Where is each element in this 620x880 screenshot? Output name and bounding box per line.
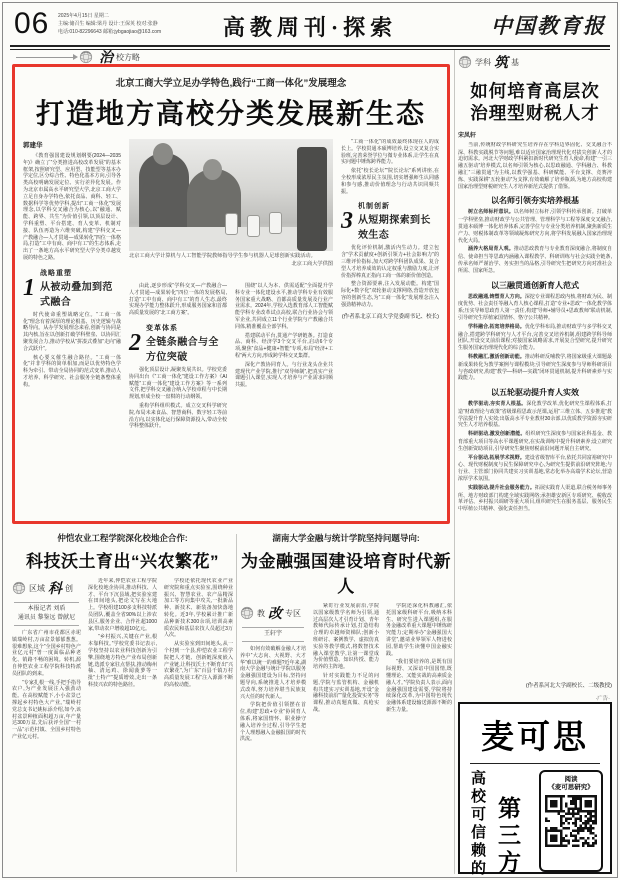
bottom-middle-columns (240, 603, 452, 874)
label-styled-char: 治 (99, 51, 113, 66)
label-suffix: 创 (65, 583, 73, 593)
ad-vertical-text: 高校可信赖的 (469, 770, 486, 878)
date-line: 2025年4月15日 星期二 (58, 13, 109, 19)
globe-icon (458, 55, 472, 69)
vertical-divider-right (454, 50, 455, 874)
article-paragraph: 广东省广州市花都区赤坭镇瑞岭村,万亩盆景郁郁葱葱。很难想象,这个“全国乡村特色产业亿元村”曾一度面临品种老化、销路不畅的困境。转机,源自仲恺农业工程学院科技特派员团队的到来。 (12, 630, 81, 677)
article-photo (129, 139, 333, 251)
article-block (458, 431, 612, 452)
article-block (458, 401, 612, 429)
article-paragraph: 平台驱动,拓展学术视野。建设省级智库平台,依托共同富裕研究中心、现代财税制度与民生保障研究中心,为研究生提供前沿研究阵地;与行业、主管部门协同共建实习实训基地,常态化举办高端学术论坛,营造浓厚学术氛围。 (458, 454, 612, 483)
ad-box (458, 702, 612, 878)
globe-icon (12, 581, 26, 595)
label-prefix: 教 (257, 608, 265, 618)
article-paragraph: 搭建联动平台,贯通产学研链条。打造食品、商科、经济学3个交叉平台,启动6个专项,聚焦“食品+健康+智能”专项,布局“经济+工程”两大方向,形成跨学科交叉集群。 (235, 332, 333, 359)
side-column (458, 50, 612, 878)
side-article-title: 如何培育高层次 治理型财税人才 (470, 81, 600, 124)
article-paragraph: 由此,逐步形成“学科交叉—产教融合—人才贯通—成果转化”四位一体的发展格局,打造“工中有商、商中有工”的育人生态,最终实现办学能力整体跃升,形成服务国家和首都高质量发展的“北工商方案”。 (129, 283, 227, 317)
photo-figure-head (203, 159, 222, 180)
column-label-jiaogai (240, 603, 306, 623)
bottom-left-kicker: 仲恺农业工程学院深化校地企合作: (57, 533, 188, 543)
article-paragraph: “乡村振兴,关键在产业,根本靠科技。”学校党委书记表示,学校坚持以农业科技创新为引擎,围绕地方特色产业布局创新链,选派专家驻点帮扶,推动梅州柚、清远鸡、徐闻菠萝等一批“土特产”提质增效,走出一条科技兴农的特色路径。 (88, 634, 157, 688)
side-article-author: 宋凤轩 (458, 132, 477, 139)
article-paragraph: 深化产教协同育人。与行业龙头企业共建现代产业学院,推行“双导师制”,把真实产业课题引入课堂,实现人才培养与产业需求同频共振。 (235, 361, 333, 389)
label-suffix: 基 (511, 57, 519, 67)
article-paragraph: “专家扎根一线,手把手指导农户,为产业发展注入强劲动能。在高校赋能下,小小盆景已撑起乡村特色大产业。”瑞岭村党总支书记姚标添介绍,如今,该村盆景种植面积超万亩,年产量达300万盆,先后获评全国“一村一品”示范村镇、全国乡村特色产业亿元村。 (12, 679, 81, 740)
main-col-1 (23, 139, 121, 511)
globe-icon (79, 50, 93, 64)
bottom-left-columns (12, 578, 233, 866)
ad-tag: ·广告· (595, 696, 610, 702)
article-block (458, 209, 612, 244)
article-paragraph: 围绕“以人为本、供需适配”全面提升学科专业一体化建设水平,推动学科专业有效服务国家重大战略、首都高质量发展及行业产业需求。2024年,学校入选教育部人工智能赋能学科专业改革试点高校,联合行业协会与领军企业,共同成立11个行业学院与产教融合共同体,精准覆盖全部学科。 (235, 283, 333, 330)
photo-block (129, 139, 333, 283)
bottom-middle-col-2 (313, 603, 379, 874)
photo-robot (247, 215, 260, 237)
advertisement (458, 696, 612, 878)
bottom-left-byline: 本报记者 刘盾 通讯员 黎鉴远 曾献尼 (14, 602, 79, 626)
article-block (458, 354, 612, 382)
vertical-divider-bottom (236, 534, 237, 872)
article-paragraph: 紧盯行业发展前沿,学院以国家级教学名师为引领,通过高层次人才引育计划、青年教师代际传承计划,打造结构合理的卓越师资梯队;创新小班研讨、案例教学、虚拟仿真实验等教学模式,将数智技术融入课堂教学,让第一课堂成为价值塑造、知识传授、能力培养的主阵地。 (313, 603, 379, 671)
side-article-closing: (作者系河北大学副校长、二级教授) (525, 683, 612, 689)
bottom-middle-kicker: 湖南大学金融与统计学院坚持问题导向: (272, 533, 420, 543)
main-article-closing: (作者系北京工商大学党委副书记、校长) (341, 313, 439, 320)
globe-icon (240, 606, 254, 620)
section-header-1: 1 战略重塑 从被动叠加到范式融合 (23, 269, 113, 308)
article-paragraph: 学院把价值引领摆在首位,构建“思政+专业”协同育人体系,将家国情怀、职业操守融入培养全过程,引导学生把个人理想融入金融报国的时代洪流。 (240, 702, 306, 743)
qr-panel (539, 770, 603, 872)
section-title: 高教周刊·探索 (222, 15, 398, 40)
article-paragraph: 优化评价机制,激活内生动力。建立包含“学术贡献度+创新引领力+社会影响力”的三维评价指标,加大对跨学科团队成果、复合型人才培养成效的认定权重与激励力度,让评价指挥棒真正指向工商一体的新价值创造。 (341, 245, 439, 279)
label-styled-char: 筑 (494, 56, 508, 71)
article-paragraph: 从实验室到田间地头,从一个村到一个县,仲恺农业工程学院把人才链、创新链深度嵌入产业链,让科技沃土不断育出“兴农繁花”,为广东“百县千镇万村高质量发展工程”注入源源不断的高校动能。 (164, 641, 233, 688)
article-paragraph: 学校还依托现代农业产业研究院和重点实验室,围绕种业振兴、智慧农业、农产品精深加工等方向集中攻关,一批新品种、新技术、新装备加快落地转化。近3年,学校累计推广新品种新技术300余项,培训高素质农民和基层农技人员超过3万人次。 (164, 578, 233, 639)
bottom-middle-article (240, 532, 452, 874)
photo-background-figure (297, 147, 327, 251)
ad-divider (470, 763, 600, 764)
photo-robot (225, 213, 238, 235)
main-article-kicker: 北京工商大学立足办学特色,践行“工商一体化”发展理念 (115, 78, 347, 89)
article-subhead: 以名师引领夯实培养根基 (491, 196, 579, 206)
column-label-zhixiao (16, 47, 140, 67)
column-label-xueke (458, 52, 612, 72)
photo-caption: 北京工商大学计算机与人工智能学院教师指导学生参与机器人足球创新实践活动。 (129, 253, 316, 259)
bottom-middle-col-3 (386, 603, 452, 874)
article-paragraph: 时代使命重塑战略定位。“工商一体化”理念有着深厚的理论根基、历史逻辑与战略导向。从办学发展理念来看,创新与协同是其内核,旨在以创新打破学科壁垒、以协同汇聚发展合力,推动学校从“拼凑式叠加”走向“融合式跃升”。 (23, 311, 121, 352)
main-article (12, 64, 450, 524)
article-paragraph: 如何有效破解金融人才培养中“大志向、大视野、大才华”难以统一的难题?近年来,湖南大学金融与统计学院以服务金融强国建设为目标,坚持问题导向,系统推进人才培养模式改革,努力培养堪当民族复兴大任的时代新人。 (240, 646, 306, 700)
bottom-left-article (12, 532, 233, 874)
article-paragraph: 科研驱动,激发创新潜能。组织研究生深度参与国家社科基金、教育部重大项目等高水平课题研究,在实战训练中提升科研素养;设立研究生创新资助项目,引导研究生聚焦财税前沿问题开展自主研究。 (458, 431, 612, 452)
article-block (458, 387, 612, 398)
photo-robot (269, 212, 282, 234)
main-article-title: 打造地方高校分类发展新生态 (35, 98, 426, 129)
article-block (458, 280, 612, 291)
bottom-left-title: 科技沃土育出“兴农繁花” (26, 552, 219, 571)
article-block (458, 324, 612, 352)
article-paragraph: 树立名师标杆意识。以名师树立标杆,引领学科传承创新。打破单一学科壁垒,推动财政学与公共管理、管理科学与工程等深度交叉融合,贯通本硕博一体化培养体系,完善学位与专业分类培养机制,聚焦新质生产力、财税体制改革等领域凝炼研究方向,将学科发展融入国家治理现代化大局。 (458, 209, 612, 244)
article-paragraph: 强化顶层设计,凝聚发展共识。学校党委协同出台《“工商一体化”建设工作方案》《AI赋能“工商一体化”建设工作方案》等一系列文件,把学科交叉融合纳入学校章程与中长期规划,形成全校一盘棋的行动纲领。 (129, 366, 227, 401)
label-styled-char: 科 (48, 582, 62, 597)
main-article-columns (23, 139, 439, 511)
label-suffix: 校方略 (116, 52, 140, 62)
label-suffix: 专区 (285, 608, 301, 618)
article-block (458, 485, 612, 513)
bottom-left-col-1 (12, 578, 81, 866)
article-paragraph: 思政融通,铸塑育人方向。深挖专业课程思政内核,将财政为民、制度优势、社会责任等融入育人核心课程,打造“专业+思政”一体化教学体系;压实导师思政育人第一责任,构建“导师+辅导员+思政教师”联动机制,引导研究生厚植家国情怀、恪守公共精神。 (458, 293, 612, 321)
article-paragraph: 教学驱动,夯实育人根基。深化教学改革,优化研究生课程体系,打造“财政理论与政策”省级课程思政示范课,运用“三维立体、五步推进”教学法提升育人实效;出版高水平专业教材30余部,以优质教学资源夯实研究生人才培养根基。 (458, 401, 612, 429)
arrow-right-icon (16, 57, 74, 58)
qr-caption: 阅读 《麦可思研究》 (548, 776, 594, 792)
qr-code-icon (545, 795, 597, 847)
article-paragraph: “我们要培养的,是既有国际视野、又深谙中国国情,既懂理论、又能实战的高素质金融人才。”学院负责人表示,面向金融强国建设需要,学院将持续深化改革,为中国特色现代金融体系建设输送源源不断的新生力量。 (386, 659, 452, 713)
label-prefix: 学科 (475, 57, 491, 67)
photo-credit: 北京工商大学供图 (291, 261, 333, 267)
section-number: 1 (23, 274, 35, 301)
ad-content (460, 770, 610, 878)
article-paragraph: 涵养大格局育人观。推动思政教育与专业教育深度融合,将制度自信、使命担当等思政内涵融入课程教学、科研训练与社会实践全链条,传承名师严谨治学、务实担当的品格,引导研究生把研究方向对准社会所需、国家所急。 (458, 246, 612, 274)
bottom-middle-title: 为金融强国建设培育时代新人 (241, 552, 451, 596)
page-header (14, 7, 606, 43)
bottom-left-col-2 (88, 578, 157, 866)
article-block (458, 294, 612, 322)
article-block (458, 246, 612, 274)
article-block (458, 195, 612, 206)
article-paragraph: 学科融合,拓宽培养格局。优化学科布局,推动财政学与多学科交叉融合,搭建跨学科研究与人才平台,完善交叉培养机制,组建跨学科导师团队,开设交叉前沿课程;对接国家战略需求,开展复合型研究,提升研究生服务国家治理现代化的综合能力。 (458, 323, 612, 352)
article-paragraph: 《教育强国建设规划纲要(2024—2035年)》确立了“分类推进高校改革发展”的基本框架,按照研究型、应用型、技能型等基本办学定位,区分综合性、特色化基本方向,引导各类高校明确发展定位、实行差异化发展。作为北京市属高水平研究型大学,北京工商大学立足自身办学特色,依托食品、商科、轻工、数据科学等优势学科,提出“工商一体化”发展理念,以学科交叉融合为核心,以“融通、赋能、跨界、共生”为价值引领,以顶层设计、学科重塑、平台搭建、育人变革、机制对接、队伍再造为六维突破,构建“学科交叉—产教融合—人才贯通—成果转化”四位一体格局,打造“工中有商、商中有工”的生态体系,走出了一条地方高水平研究型大学分类卓越发展的特色之路。 (23, 153, 121, 261)
article-paragraph: 依托“校长论坛”“院长论坛”系列讲座,在全校形成浓厚民主氛围,切实增强师生认同感和参与感,推动价值理念与行动共识同频共振。 (341, 168, 439, 195)
bottom-left-col-3 (164, 578, 233, 866)
bottom-middle-col-1 (240, 603, 306, 874)
article-paragraph: 当前,传统财政学科研究生培养存在学科边界固化、交叉融合不深、科教实践脱节等问题,难以适应国家治理现代化对拔尖创新人才的迫切需求。河北大学财政学科紧扣新时代研究生育人使命,构建“一引三融五驱动”培养模式,以名师引领为核心,以思政融通、学科融合、科教融汇“三融贯通”为主线,以教学强基、科研赋能、平台支撑、竞赛淬炼、实践深耕“五轮驱动”为支撑,有效破解了培养瓶颈,为地方高校构建国家治理型财税研究生人才培养新范式提供了借鉴。 (458, 141, 612, 190)
article-paragraph: 科教融汇,激活创新动能。推动科研反哺教学,将国家级重大课题最新成果转化为教学案例与课程模块;引导研究生深度参与导师科研项目与咨政研究,构建“教学—科研—实践”闭环贯通机制,提升科研素养与实践能力。 (458, 353, 612, 382)
label-prefix: 区域 (29, 583, 45, 593)
article-paragraph: 学院还深化科教融汇,依托国家级科研平台,吸纳本科生、研究生进入课题组,在服务金融改革重大课题中锤炼研究能力;定期举办“金融强国大讲堂”,邀请业界领军人物进校园,帮助学生读懂中国金融实践。 (386, 603, 452, 657)
main-col-4 (341, 139, 439, 511)
contact-line: 电话:010-82296643 邮箱:jybgaojiao@163.com (58, 29, 162, 35)
article-paragraph: “工商一体化”的成效最终体现在人的成长上。学校贯通本硕博培养,设立交叉复合实验班,完善荣誉学位与微专业体系,让学生在真实问题中锤炼跨界能力。 (341, 139, 439, 166)
column-label-quyu (12, 578, 81, 598)
newspaper-masthead: 中国教育报 (491, 14, 606, 38)
staff-line: 主编:储召生 编辑:梁丹 设计:王保英 校对:张静 (58, 21, 158, 27)
article-paragraph: 核心要义催生融合路径。“工商一体化”并非学科的简单相加,而是以优势特色学科为牵引、带动全局协同的范式变革,推动人才培养、科学研究、社会服务全链条整体重构。 (23, 354, 121, 388)
article-subhead: 以五轮驱动提升育人实效 (491, 388, 579, 398)
ad-vertical-text-big: 第三方 (495, 796, 521, 877)
page-number: 06 (14, 7, 50, 40)
section-header-3: 3 机制创新 从短期探索到长效生态 (341, 203, 431, 242)
main-article-author: 郭建华 (23, 142, 43, 149)
side-article-body (458, 142, 612, 679)
article-block (458, 455, 612, 483)
article-paragraph: 近年来,仲恺农业工程学院深化校地企协同,推动科技、人才、平台下沉县域,把实验室建在田间地头,把论文写在大地上。学校组建100多支科技特派员团队,覆盖全省90%以上涉农县区,服务企业、合作社超1000家,带动农户增收超10亿元。 (88, 578, 157, 632)
article-block (458, 142, 612, 191)
photo-figure-head (153, 143, 173, 165)
ad-brand: 麦可思 (481, 718, 589, 755)
article-subhead: 以三融贯通创新育人范式 (491, 280, 579, 290)
article-paragraph: 整合资源要素,注入发展动能。构建“国际化+数字化”双轮驱动支撑网络,营造开放包容的创新生态,为“工商一体化”发展理念注入强劲精神动力。 (341, 281, 439, 308)
label-styled-char: 改 (268, 607, 282, 622)
article-paragraph: 针对实践能力不足的问题,学院与监管机构、金融机构共建实习实训基地,开设“金融科技前沿”“量化投资实务”等课程,推动真题真做、真枪实战。 (313, 672, 379, 713)
section-header-2: 2 变革体系 全链条融合与全方位突破 (129, 324, 219, 363)
section-number: 2 (129, 329, 141, 356)
article-paragraph: 重构学科组织模式。成立交叉科学研究院,布局未来食品、智慧商科、数字轻工等前沿方向,以实体化运行保障资源投入,带动全校学科整体跃升。 (129, 402, 227, 430)
section-number: 3 (341, 208, 353, 235)
bottom-middle-byline: 王轩宇 (242, 627, 304, 642)
article-paragraph: 实践驱动,提升社会服务能力。拓展实践育人渠道,联合税务师事务所、地方财政部门构建全域实践网络;承担雄安新区专项研究、税收改革评估、乡村振兴调研等重大项目,组织研究生在服务基层、服务民生中厚植公共精神、强化责任担当。 (458, 484, 612, 513)
